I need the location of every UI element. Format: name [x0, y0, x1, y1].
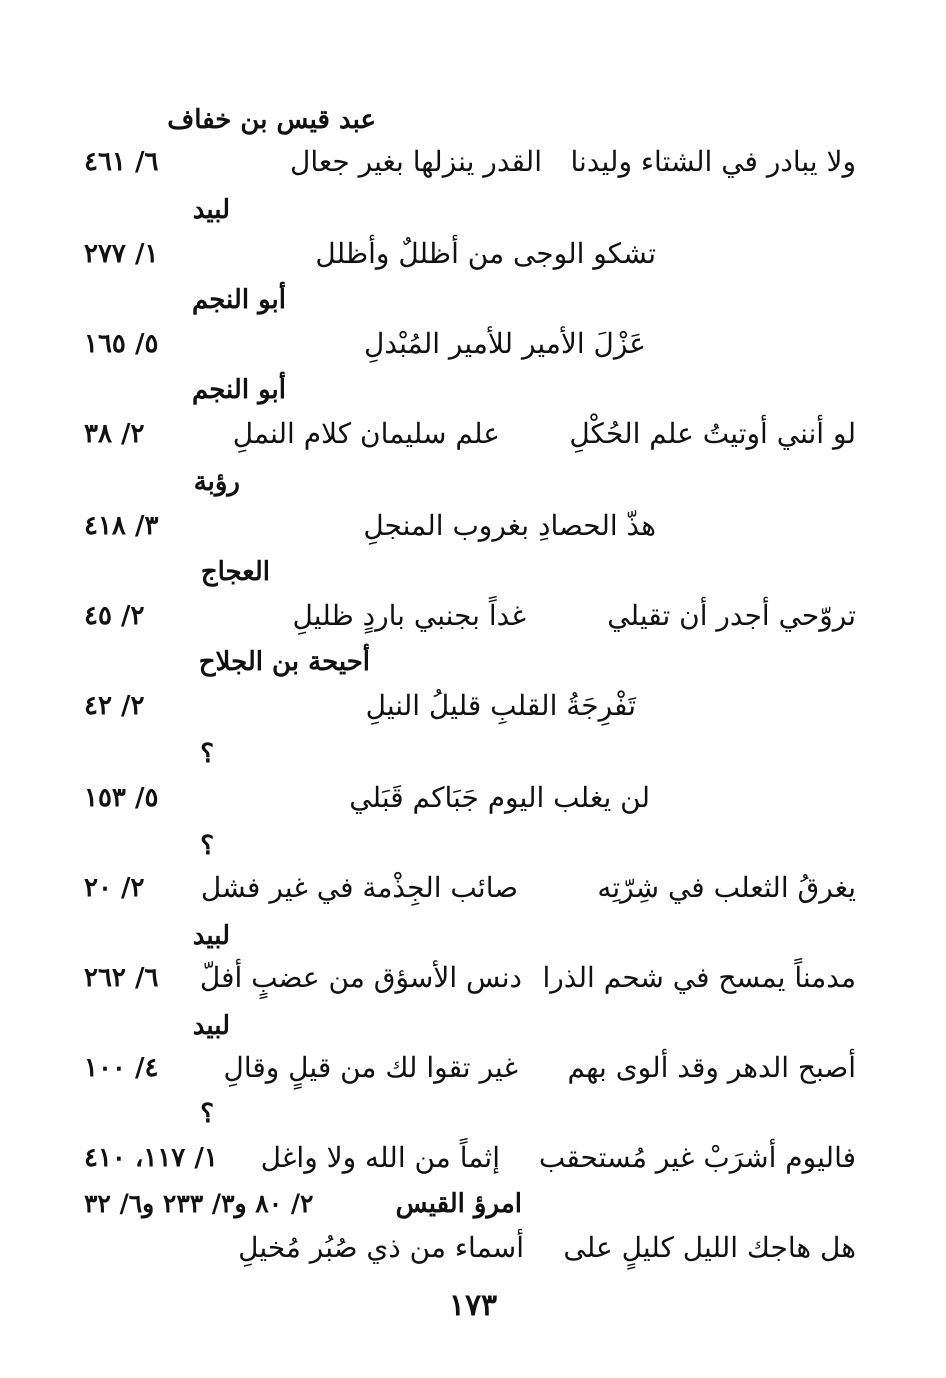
verse-line — [0, 684, 946, 728]
poet-name: ؟ — [200, 1099, 214, 1129]
verse-single: تَفْرِجَةُ القلبِ قليلُ النيلِ — [365, 689, 636, 722]
verse-line — [0, 1046, 946, 1090]
verse-line — [0, 866, 946, 910]
volume-page-ref: ٤/ ١٠٠ — [84, 1053, 159, 1083]
poet-name: ؟ — [200, 739, 214, 769]
poet-name: العجاج — [200, 557, 270, 587]
poet-volume-page-refs: ٢/ ٨٠ و٣/ ٢٣٣ و٦/ ٣٢ — [84, 1189, 314, 1218]
volume-page-ref: ٥/ ١٦٥ — [84, 329, 159, 359]
verse-second-hemistich: صائب الجِذْمة في غير فشل — [200, 871, 518, 904]
poet-line — [0, 1184, 946, 1224]
poet-name: أحيحة بن الجلاح — [198, 647, 370, 677]
verse-first-hemistich: ولا يبادر في الشتاء وليدنا — [570, 145, 856, 178]
verse-second-hemistich: غير تقوا لك من قيلٍ وقالِ — [223, 1051, 518, 1084]
verse-line — [0, 232, 946, 276]
volume-page-ref: ٥/ ١٥٣ — [84, 783, 159, 813]
verse-single: تشكو الوجى من أظللٌ وأظلل — [315, 237, 656, 270]
verse-first-hemistich: تروّحي أجدر أن تقيلي — [607, 599, 856, 632]
page-number: ١٧٣ — [448, 1288, 498, 1323]
verse-first-hemistich: فاليوم أشرَبْ غير مُستحقب — [538, 1141, 856, 1174]
poet-name: ؟ — [200, 831, 214, 861]
poet-name: أبو النجم — [191, 285, 286, 315]
verse-line — [0, 140, 946, 184]
verse-first-hemistich: مدمناً يمسح في شحم الذرا — [542, 961, 856, 994]
poet-name: أبو النجم — [191, 375, 286, 405]
verse-second-hemistich: دنس الأسؤق من عضبٍ أفلّ — [199, 961, 522, 994]
volume-page-ref: ١/ ٢٧٧ — [84, 239, 159, 269]
volume-page-ref: ٦/ ٤٦١ — [84, 147, 159, 177]
verse-second-hemistich: أسماء من ذي صُبُر مُخيلِ — [238, 1231, 524, 1264]
verse-second-hemistich: علم سليمان كلام النملِ — [232, 417, 500, 450]
verse-first-hemistich: يغرقُ الثعلب في شِرّتِه — [597, 871, 856, 904]
verse-line — [0, 1226, 946, 1270]
verse-line — [0, 504, 946, 548]
poet-name: عبد قيس بن خفاف — [167, 105, 376, 135]
verse-second-hemistich: القدر ينزلها بغير جعال — [290, 145, 542, 178]
verse-single: هذّ الحصادِ بغروب المنجلِ — [363, 509, 656, 542]
verse-single: عَزْلَ الأمير للأمير المُبْدلِ — [364, 327, 646, 360]
volume-page-ref: ٢/ ٢٠ — [84, 873, 145, 903]
poet-name: رؤبة — [193, 467, 240, 497]
verse-line — [0, 412, 946, 456]
poet-name: امرؤ القيس — [395, 1189, 522, 1219]
poet-name: لبيد — [192, 1011, 230, 1041]
verse-line — [0, 776, 946, 820]
poet-name: لبيد — [192, 195, 230, 225]
volume-page-ref: ٣/ ٤١٨ — [84, 511, 159, 541]
verse-line — [0, 1136, 946, 1180]
volume-page-ref: ٢/ ٤٥ — [84, 601, 145, 631]
verse-first-hemistich: لو أنني أوتيتُ علم الحُكْلِ — [569, 417, 856, 450]
volume-page-ref: ٦/ ٢٦٢ — [84, 963, 159, 993]
verse-line — [0, 322, 946, 366]
volume-page-ref: ٢/ ٣٨ — [84, 419, 145, 449]
volume-page-ref: ٢/ ٤٢ — [84, 691, 145, 721]
verse-second-hemistich: غداً بجنبي باردٍ ظليلِ — [292, 599, 526, 632]
volume-page-ref: ١/ ١١٧، ٤١٠ — [84, 1143, 218, 1173]
verse-first-hemistich: هل هاجك الليل كليلٍ على — [563, 1231, 856, 1264]
verse-line — [0, 956, 946, 1000]
poet-name: لبيد — [192, 921, 230, 951]
verse-single: لن يغلب اليوم جَبَاكم قَبَلي — [349, 781, 650, 814]
verse-second-hemistich: إثماً من الله ولا واغل — [260, 1141, 500, 1174]
verse-line — [0, 594, 946, 638]
verse-first-hemistich: أصبح الدهر وقد ألوى بهم — [567, 1051, 856, 1084]
